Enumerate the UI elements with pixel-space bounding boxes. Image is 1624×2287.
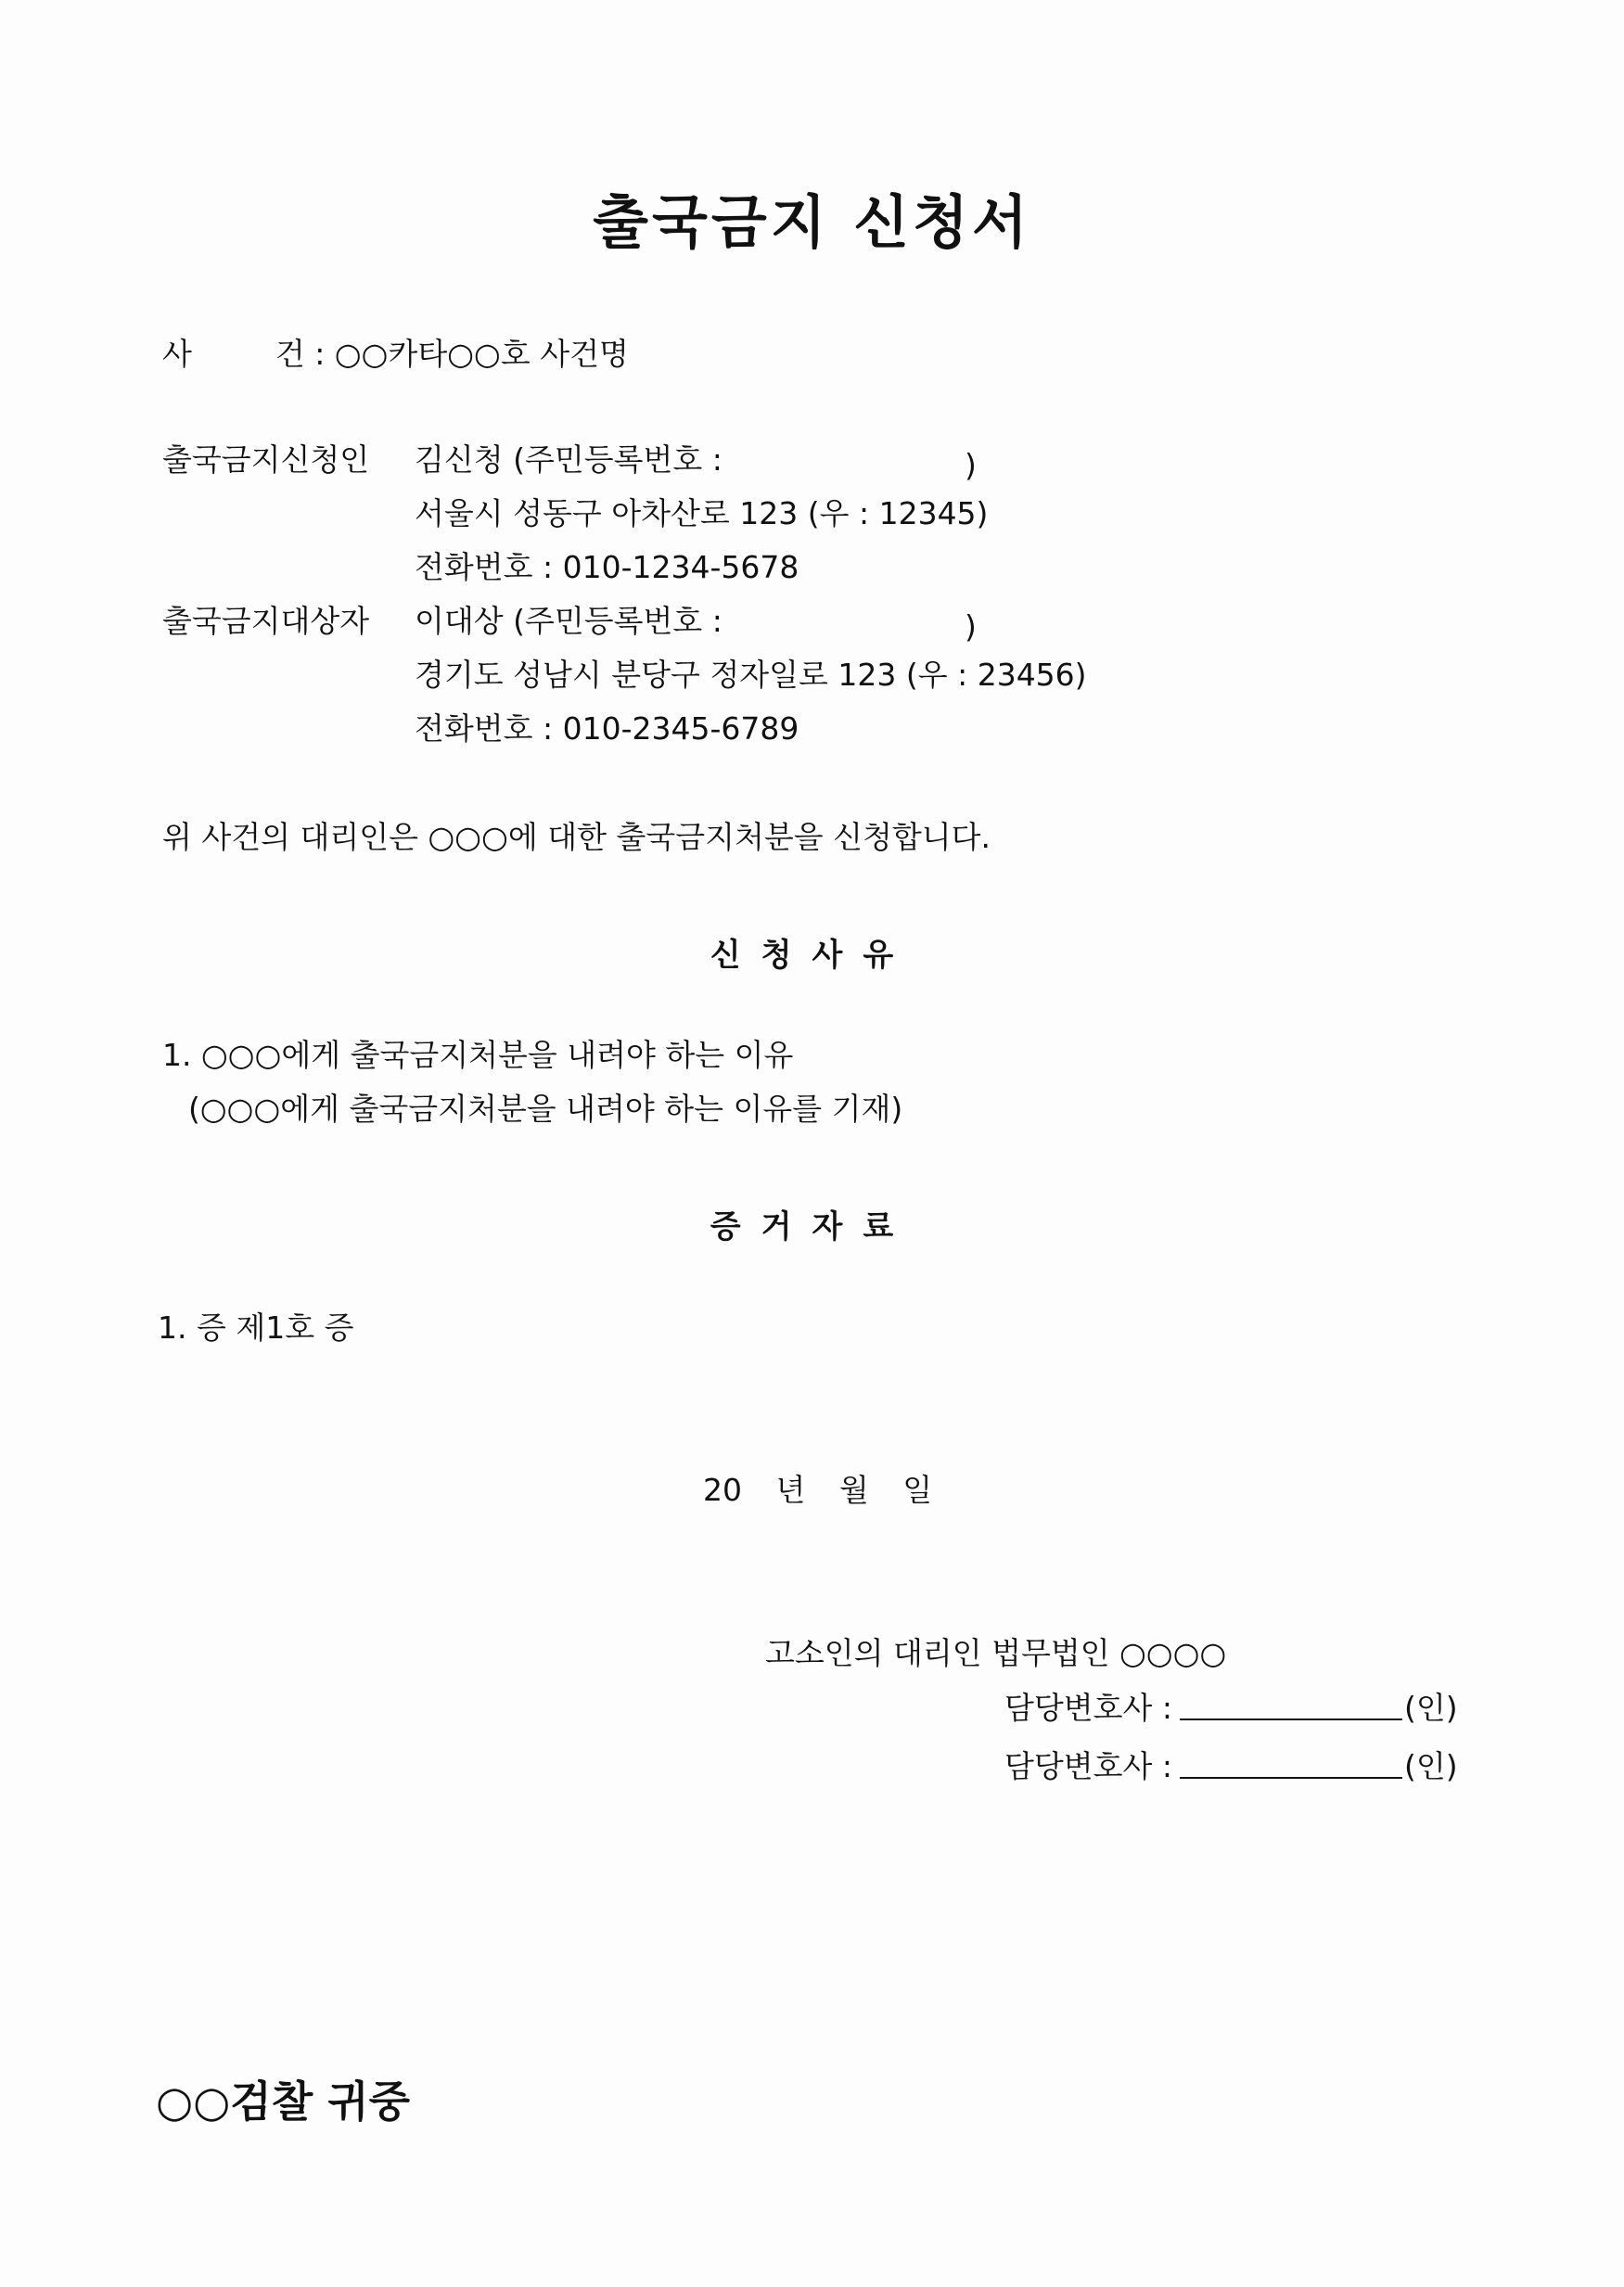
- applicant-rrn-close: ): [965, 447, 977, 483]
- evidence-item: 1. 증 제1호 증: [158, 1310, 354, 1346]
- application-statement: 위 사건의 대리인은 ○○○에 대한 출국금지처분을 신청합니다.: [162, 819, 991, 855]
- applicant-name: 김신청 (주민등록번호 :: [415, 441, 722, 478]
- representative-line: 고소인의 대리인 법무법인 ○○○○: [765, 1635, 1227, 1671]
- document-date: 20 년 월 일: [703, 1472, 933, 1508]
- subject-phone: 전화번호 : 010-2345-6789: [415, 710, 799, 747]
- subject-address: 경기도 성남시 분당구 정자일로 123 (우 : 23456): [415, 657, 1087, 693]
- subject-label: 출국금지대상자: [162, 603, 370, 639]
- applicant-label: 출국금지신청인: [162, 441, 370, 478]
- evidence-heading: 증거자료: [710, 1208, 914, 1246]
- seal-mark: (인): [1404, 1748, 1458, 1784]
- reason-item: 1. ○○○에게 출국금지처분을 내려야 하는 이유: [162, 1037, 794, 1073]
- document-title: 출국금지 신청서: [593, 188, 1031, 256]
- reason-heading: 신청사유: [710, 937, 914, 974]
- reason-item-note: (○○○에게 출국금지처분을 내려야 하는 이유를 기재): [188, 1091, 903, 1127]
- case-value: ○○카타○○호 사건명: [334, 336, 629, 372]
- subject-name: 이대상 (주민등록번호 :: [415, 603, 722, 639]
- signature-blank: [1180, 1693, 1402, 1720]
- addressee: ○○검찰 귀중: [156, 2076, 411, 2127]
- lawyer-sign-line-2: [1004, 1748, 1458, 1785]
- case-line: [162, 336, 629, 373]
- applicant-address: 서울시 성동구 아차산로 123 (우 : 12345): [415, 495, 989, 531]
- case-label-left: 사: [162, 336, 192, 372]
- lawyer-label: 담당변호사 :: [1004, 1690, 1172, 1726]
- signature-blank: [1180, 1751, 1402, 1779]
- seal-mark: (인): [1404, 1690, 1458, 1726]
- lawyer-label: 담당변호사 :: [1004, 1748, 1172, 1784]
- lawyer-sign-line-1: [1004, 1690, 1458, 1727]
- applicant-phone: 전화번호 : 010-1234-5678: [415, 549, 799, 585]
- case-label-right: 건 :: [275, 336, 326, 372]
- subject-rrn-close: ): [965, 608, 977, 645]
